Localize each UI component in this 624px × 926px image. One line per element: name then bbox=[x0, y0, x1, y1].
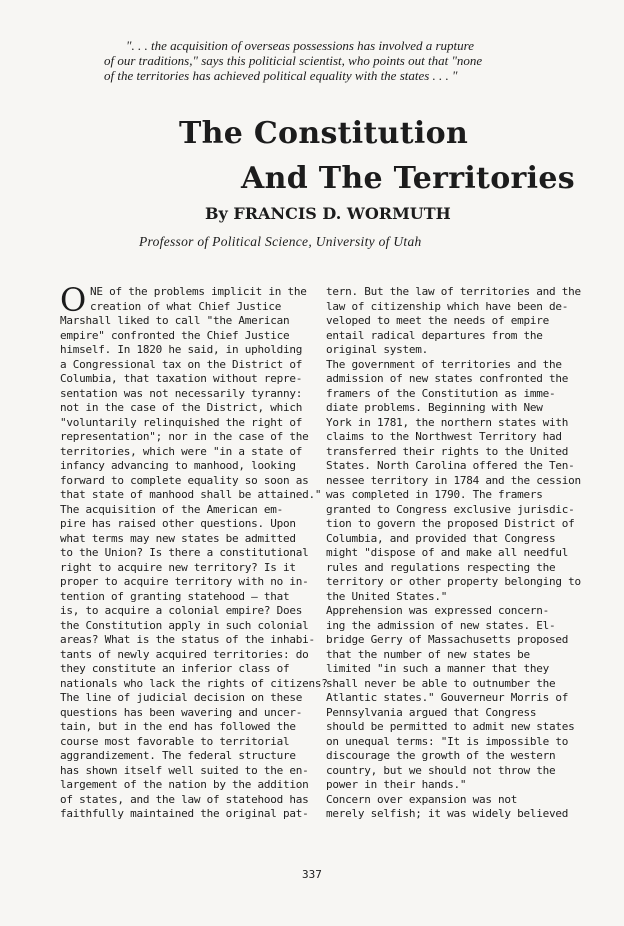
text-line: bridge Gerry of Massachusetts proposed bbox=[326, 633, 569, 646]
text-line: not in the case of the District, which bbox=[60, 401, 303, 414]
text-line: himself. In 1820 he said, in upholding bbox=[60, 343, 303, 356]
text-line: Columbia, that taxation without repre- bbox=[60, 372, 303, 385]
text-line: territory or other property belonging to bbox=[326, 575, 581, 588]
text-line: Atlantic states." Gouverneur Morris of bbox=[326, 691, 569, 704]
text-line: aggrandizement. The federal structure bbox=[60, 749, 296, 762]
text-line: veloped to meet the needs of empire bbox=[326, 314, 550, 327]
text-line: entail radical departures from the bbox=[326, 328, 543, 342]
article-title-line-2: And The Territories bbox=[241, 161, 575, 196]
text-line: forward to complete equality so soon as bbox=[60, 473, 309, 487]
text-line: granted to Congress exclusive jurisdic- bbox=[326, 502, 575, 516]
text-line: was completed in 1790. The framers bbox=[326, 488, 543, 501]
text-line: tention of granting statehood — that bbox=[60, 589, 290, 603]
text-line: power in their hands." bbox=[326, 778, 467, 791]
left-column bbox=[60, 281, 328, 822]
author-affiliation: Professor of Political Science, University of Utah bbox=[139, 234, 422, 249]
text-line: representation"; nor in the case of the bbox=[60, 430, 309, 443]
text-line: rules and regulations respecting the bbox=[326, 560, 556, 574]
text-line: tants of newly acquired territories: do bbox=[60, 647, 309, 661]
text-line: shall never be able to outnumber the bbox=[326, 676, 556, 690]
text-line: original system. bbox=[326, 343, 428, 356]
text-line: claims to the Northwest Territory had bbox=[326, 430, 562, 443]
text-line: the Constitution apply in such colonial bbox=[60, 618, 309, 632]
text-line: proper to acquire territory with no in- bbox=[60, 575, 309, 588]
text-line: The line of judicial decision on these bbox=[60, 691, 303, 704]
text-line: they constitute an inferior class of bbox=[60, 662, 290, 675]
text-line: has shown itself well suited to the en- bbox=[60, 763, 309, 777]
text-line: The acquisition of the American em- bbox=[60, 502, 284, 516]
text-line: admission of new states confronted the bbox=[326, 372, 569, 385]
text-line: largement of the nation by the addition bbox=[60, 778, 309, 791]
text-line: on unequal terms: "It is impossible to bbox=[326, 734, 569, 748]
text-line: to the Union? Is there a constitutional bbox=[60, 546, 309, 559]
text-line: tern. But the law of territories and the bbox=[326, 285, 581, 298]
text-line: might "dispose of and make all needful bbox=[326, 546, 569, 559]
text-line: of states, and the law of statehood has bbox=[60, 792, 309, 806]
text-line: infancy advancing to manhood, looking bbox=[60, 459, 296, 472]
text-line: country, but we should not throw the bbox=[326, 763, 556, 777]
text-line: questions has been wavering and uncer- bbox=[60, 705, 303, 719]
text-line: Columbia, and provided that Congress bbox=[326, 531, 556, 545]
text-line: Pennsylvania argued that Congress bbox=[326, 705, 537, 719]
text-line: nessee territory in 1784 and the cession bbox=[326, 473, 581, 487]
text-line: areas? What is the status of the inhabi- bbox=[60, 633, 315, 646]
right-column bbox=[326, 285, 581, 822]
epigraph-line: ". . . the acquisition of overseas possessions has involved a rupture bbox=[126, 38, 475, 53]
epigraph-line: of the territories has achieved political equality with the states . . . " bbox=[104, 68, 458, 83]
text-line: framers of the Constitution as imme- bbox=[326, 386, 556, 400]
author-byline: By FRANCIS D. WORMUTH bbox=[205, 204, 451, 223]
text-line: merely selfish; it was widely believed bbox=[326, 807, 569, 820]
page-number: 337 bbox=[302, 868, 322, 881]
text-line: what terms may new states be admitted bbox=[60, 531, 296, 545]
text-line: Concern over expansion was not bbox=[326, 792, 518, 806]
text-line: that the number of new states be bbox=[326, 647, 530, 661]
text-line: "voluntarily relinquished the right of bbox=[60, 415, 303, 429]
text-line: Apprehension was expressed concern- bbox=[326, 604, 550, 617]
text-line: that state of manhood shall be attained." bbox=[60, 488, 322, 501]
text-line: States. North Carolina offered the Ten- bbox=[326, 459, 575, 472]
epigraph-line: of our traditions," says this politicial scientist, who points out that "none bbox=[104, 53, 483, 68]
text-line: discourage the growth of the western bbox=[326, 749, 556, 762]
drop-cap: O bbox=[60, 281, 86, 319]
text-line: diate problems. Beginning with New bbox=[326, 401, 543, 414]
text-line: York in 1781, the northern states with bbox=[326, 415, 569, 429]
text-line: ing the admission of new states. El- bbox=[326, 618, 556, 632]
text-line: a Congressional tax on the District of bbox=[60, 357, 303, 371]
text-line: The government of territories and the bbox=[326, 357, 562, 371]
text-line: should be permitted to admit new states bbox=[326, 720, 575, 733]
text-line: is, to acquire a colonial empire? Does bbox=[60, 604, 303, 617]
text-line: course most favorable to territorial bbox=[60, 734, 290, 748]
text-line: empire" confronted the Chief Justice bbox=[60, 328, 290, 342]
text-line: the United States." bbox=[326, 589, 448, 603]
text-line: faithfully maintained the original pat- bbox=[60, 807, 309, 820]
text-line: limited "in such a manner that they bbox=[326, 662, 550, 675]
text-line: transferred their rights to the United bbox=[326, 444, 569, 458]
text-line: pire has raised other questions. Upon bbox=[60, 517, 296, 530]
text-line: law of citizenship which have been de- bbox=[326, 299, 569, 313]
text-line: sentation was not necessarily tyranny: bbox=[60, 386, 303, 400]
text-line: right to acquire new territory? Is it bbox=[60, 560, 296, 574]
epigraph bbox=[104, 38, 564, 83]
text-line: tain, but in the end has followed the bbox=[60, 720, 296, 733]
text-line: NE of the problems implicit in the bbox=[89, 285, 307, 298]
text-line: territories, which were "in a state of bbox=[60, 444, 303, 458]
text-line: nationals who lack the rights of citizens? bbox=[60, 676, 328, 690]
text-line: tion to govern the proposed District of bbox=[326, 517, 575, 530]
article-title-line-1: The Constitution bbox=[179, 116, 469, 151]
text-line: creation of what Chief Justice bbox=[89, 299, 282, 313]
text-line: Marshall liked to call "the American bbox=[60, 314, 290, 327]
